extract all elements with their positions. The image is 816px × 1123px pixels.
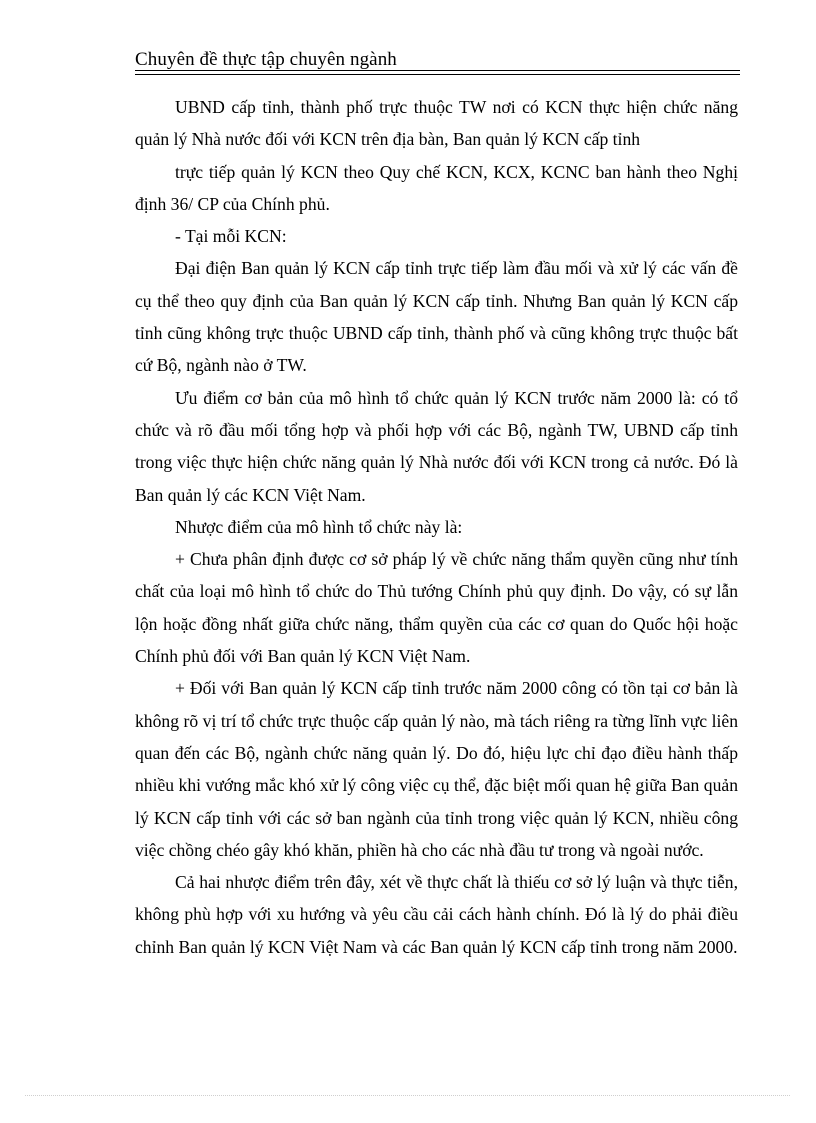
paragraph-5: Ưu điểm cơ bản của mô hình tổ chức quản lý KCN trước năm 2000 là: có tổ chức và rõ đầu mối tổng hợp và phối hợp với các Bộ, ngành TW, UBND cấp tỉnh trong việc thực hiện chức năng quản lý Nhà nước đối với KCN trong cả nước. Đó là Ban quản lý các KCN Việt Nam.	[135, 387, 738, 505]
paragraph-6: Nhược điểm của mô hình tổ chức này là:	[175, 516, 463, 537]
paragraph-7: + Chưa phân định được cơ sở pháp lý về chức năng thẩm quyền cũng như tính chất của loại mô hình tổ chức do Thủ tướng Chính phủ quy định. Do vậy, có sự lẫn lộn hoặc đồng nhất giữa chức năng, thẩm quyền của các cơ quan do Quốc hội hoặc Chính phủ đối với Ban quản lý KCN Việt Nam.	[135, 549, 738, 667]
page-header-title: Chuyên đề thực tập chuyên ngành	[135, 49, 397, 70]
header-rule-thick	[135, 70, 740, 71]
paragraph-1: UBND cấp tỉnh, thành phố trực thuộc TW nơi có KCN thực hiện chức năng quản lý Nhà nước đối với KCN trên địa bàn, Ban quản lý KCN cấp tỉnh	[135, 97, 738, 150]
paragraph-4: Đại điện Ban quản lý KCN cấp tỉnh trực tiếp làm đầu mối và xử lý các vấn đề cụ thể theo quy định của Ban quản lý KCN cấp tỉnh. Nhưng Ban quản lý KCN cấp tỉnh cũng không trực thuộc UBND cấp tỉnh, thành phố và cũng không trực thuộc bất cứ Bộ, ngành nào ở TW.	[135, 258, 738, 376]
header-rule-thin	[135, 74, 740, 75]
paragraph-8: + Đối với Ban quản lý KCN cấp tỉnh trước năm 2000 công có tồn tại cơ bản là không rõ vị trí tổ chức trực thuộc cấp quản lý nào, mà tách riêng ra từng lĩnh vực liên quan đến các Bộ, ngành chức năng quản lý. Do đó, hiệu lực chỉ đạo điều hành thấp nhiều khi vướng mắc khó xử lý công việc cụ thể, đặc biệt mối quan hệ giữa Ban quản lý KCN cấp tỉnh với các sở ban ngành của tỉnh trong việc quản lý KCN, nhiều công việc chồng chéo gây khó khăn, phiền hà cho các nhà đầu tư trong và ngoài nước.	[135, 678, 738, 860]
document-body	[135, 91, 738, 963]
paragraph-3: - Tại mỗi KCN:	[175, 226, 287, 247]
paragraph-2: trực tiếp quản lý KCN theo Quy chế KCN, KCX, KCNC ban hành theo Nghị định 36/ CP của Chính phủ.	[135, 161, 738, 214]
paragraph-9: Cả hai nhược điểm trên đây, xét về thực chất là thiếu cơ sở lý luận và thực tiễn, không phù hợp với xu hướng và yêu cầu cải cách hành chính. Đó là lý do phải điều chỉnh Ban quản lý KCN Việt Nam và các Ban quản lý KCN cấp tỉnh trong năm 2000.	[135, 872, 738, 957]
footer-dotted-rule	[25, 1095, 790, 1096]
